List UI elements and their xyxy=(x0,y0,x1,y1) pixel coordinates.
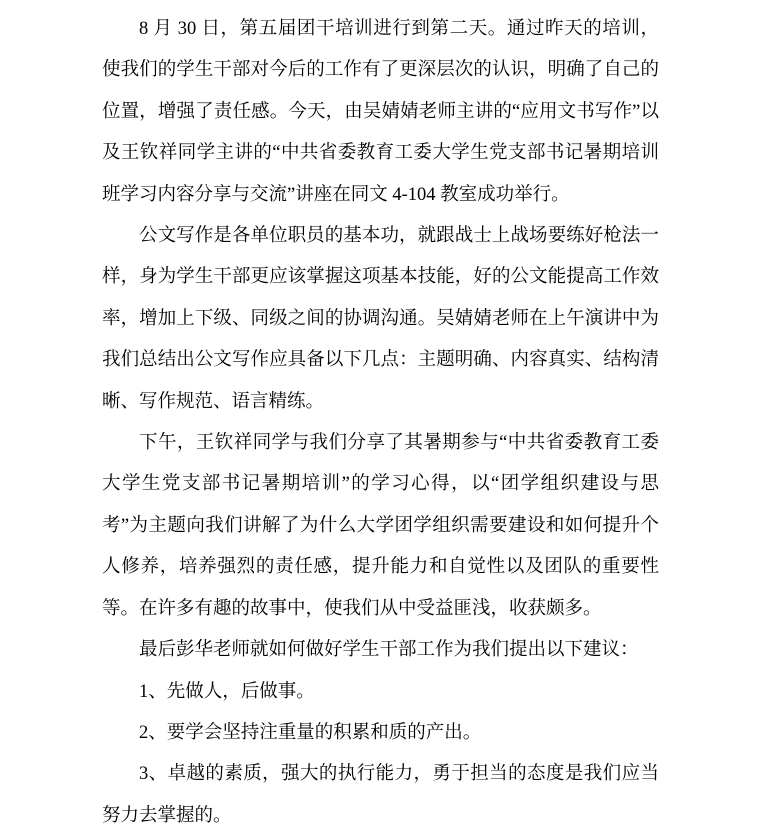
paragraph: 3、卓越的素质，强大的执行能力，勇于担当的态度是我们应当努力去掌握的。 xyxy=(102,764,659,826)
document-text-body xyxy=(102,9,659,837)
paragraph: 8 月 30 日，第五届团干培训进行到第二天。通过昨天的培训，使我们的学生干部对今后的工作有了更深层次的认识，明确了自己的位置，增强了责任感。今天，由吴婧婧老师主讲的“应用文书写作”以及王钦祥同学主讲的“中共省委教育工委大学生党支部书记暑期培训班学习内容分享与交流”讲座在同文 4-104 教室成功举行。 xyxy=(102,19,659,205)
paragraph: 下午，王钦祥同学与我们分享了其暑期参与“中共省委教育工委大学生党支部书记暑期培训”的学习心得，以“团学组织建设与思考”为主题向我们讲解了为什么大学团学组织需要建设和如何提升个人修养，培养强烈的责任感，提升能力和自觉性以及团队的重要性等。在许多有趣的故事中，使我们从中受益匪浅，收获颇多。 xyxy=(102,433,659,619)
paragraph: 公文写作是各单位职员的基本功，就跟战士上战场要练好枪法一样，身为学生干部更应该掌握这项基本技能，好的公文能提高工作效率，增加上下级、同级之间的协调沟通。吴婧婧老师在上午演讲中为我们总结出公文写作应具备以下几点：主题明确、内容真实、结构清晰、写作规范、语言精练。 xyxy=(102,226,659,412)
paragraph: 最后彭华老师就如何做好学生干部工作为我们提出以下建议： xyxy=(139,640,639,661)
paragraph: 1、先做人，后做事。 xyxy=(139,681,315,702)
paragraph: 2、要学会坚持注重量的积累和质的产出。 xyxy=(139,722,482,743)
